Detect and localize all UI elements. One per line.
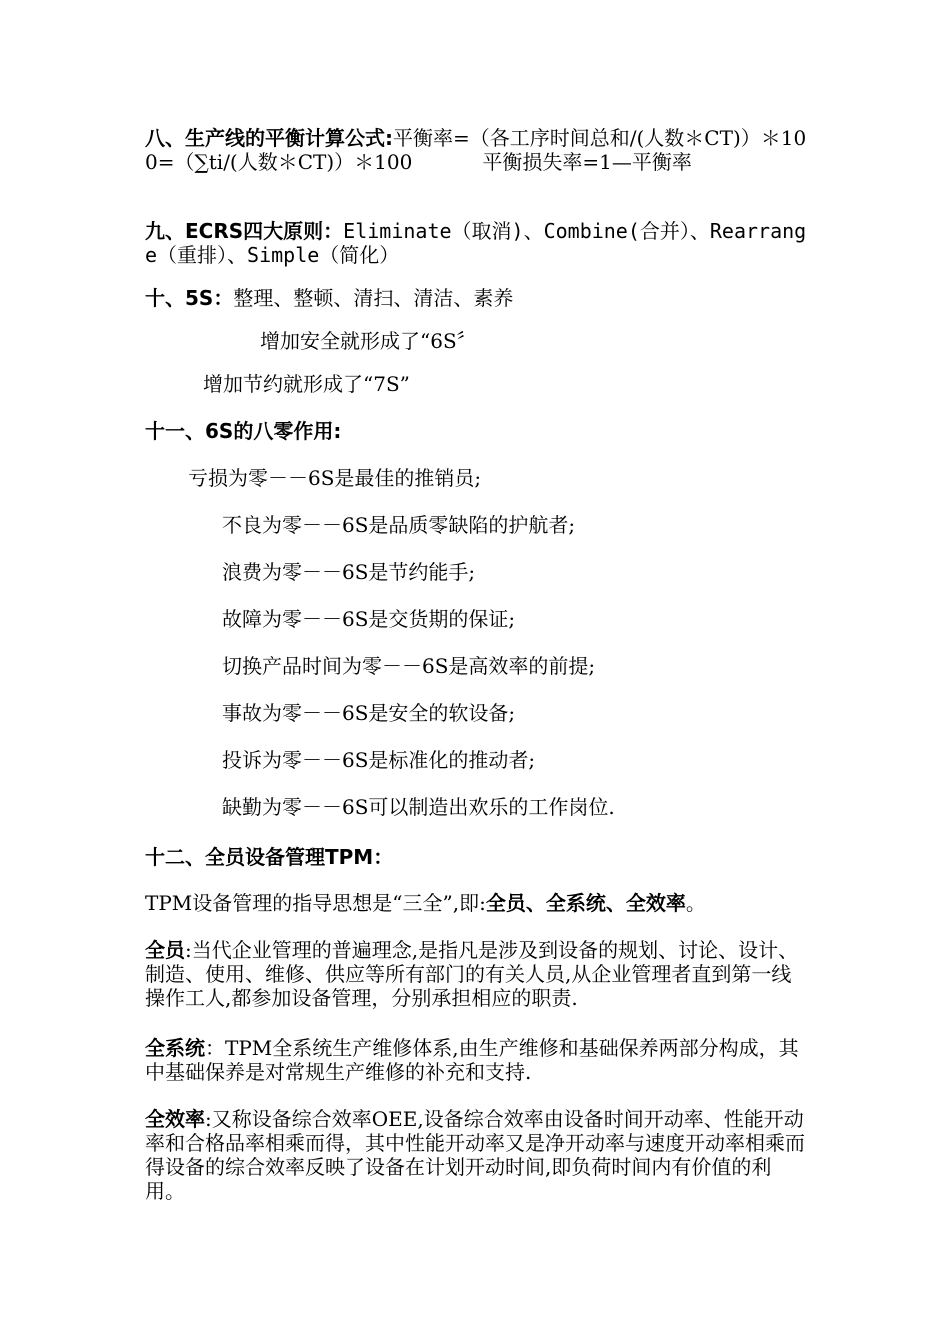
tpm-intro-text: TPM设备管理的指导思想是“三全”,即: [145, 891, 486, 915]
section-9-heading: 九、ECRS四大原则： [145, 219, 344, 243]
tpm-intro-end: 。 [685, 891, 706, 915]
list-item: 不良为零－－6S是品质零缺陷的护航者; [222, 513, 576, 537]
section-11-heading: 十一、6S的八零作用: [145, 419, 342, 443]
tpm-text-all-system: ：TPM全系统生产维修体系,由生产维修和基础保养两部分构成，其中基础保养是对常规生产维修的补充和支持. [145, 1036, 799, 1084]
section-10-7s-line: 增加节约就形成了“7S” [203, 372, 410, 396]
section-9 [145, 219, 810, 267]
section-10 [145, 286, 513, 310]
section-10-body: 整理、整顿、清扫、清洁、素养 [233, 286, 514, 310]
section-10-heading: 十、5S： [145, 286, 234, 310]
section-8 [145, 126, 810, 174]
list-item: 故障为零－－6S是交货期的保证; [222, 607, 516, 631]
section-12-heading: 十二、全员设备管理TPM： [145, 845, 394, 869]
list-item: 亏损为零－－6S是最佳的推销员; [188, 466, 482, 490]
tpm-label-all-staff: 全员 [145, 938, 185, 962]
section-8-formula: 平衡率=（各工序时间总和/(人数＊CT)）＊100=（∑ti/(人数＊CT)）＊100 [145, 126, 807, 174]
list-item: 投诉为零－－6S是标准化的推动者; [222, 748, 536, 772]
list-item: 缺勤为零－－6S可以制造出欢乐的工作岗位. [222, 795, 615, 819]
tpm-label-all-system: 全系统 [145, 1036, 205, 1060]
tpm-paragraph-all-efficiency [145, 1107, 810, 1203]
list-item: 事故为零－－6S是安全的软设备; [222, 701, 516, 725]
tpm-intro-bold: 全员、全系统、全效率 [485, 891, 686, 915]
tpm-text-all-efficiency: :又称设备综合效率OEE,设备综合效率由设备时间开动率、性能开动率和合格品率相乘而得，其中性能开动率又是净开动率与速度开动率相乘而得设备的综合效率反映了设备在计划开动时间,即负荷时间内有价值的利用。 [145, 1107, 805, 1203]
tpm-intro [145, 891, 706, 915]
tpm-text-all-staff: :当代企业管理的普遍理念,是指凡是涉及到设备的规划、讨论、设计、制造、使用、维修、供应等所有部门的有关人员,从企业管理者直到第一线操作工人,都参加设备管理，分别承担相应的职责. [145, 938, 799, 1010]
list-item: 浪费为零－－6S是节约能手; [222, 560, 476, 584]
tpm-paragraph-all-staff [145, 938, 810, 1010]
tpm-paragraph-all-system [145, 1036, 810, 1084]
section-8-heading: 八、生产线的平衡计算公式: [145, 126, 393, 150]
section-10-6s-line: 增加安全就形成了“6S〞 [260, 329, 477, 353]
section-9-body: Eliminate（取消)、Combine(合并）、Rearrange（重排）、Simple（简化） [145, 219, 807, 267]
tpm-label-all-efficiency: 全效率 [145, 1107, 205, 1131]
list-item: 切换产品时间为零－－6S是高效率的前提; [222, 654, 596, 678]
section-8-loss: 平衡损失率=1—平衡率 [482, 150, 692, 174]
